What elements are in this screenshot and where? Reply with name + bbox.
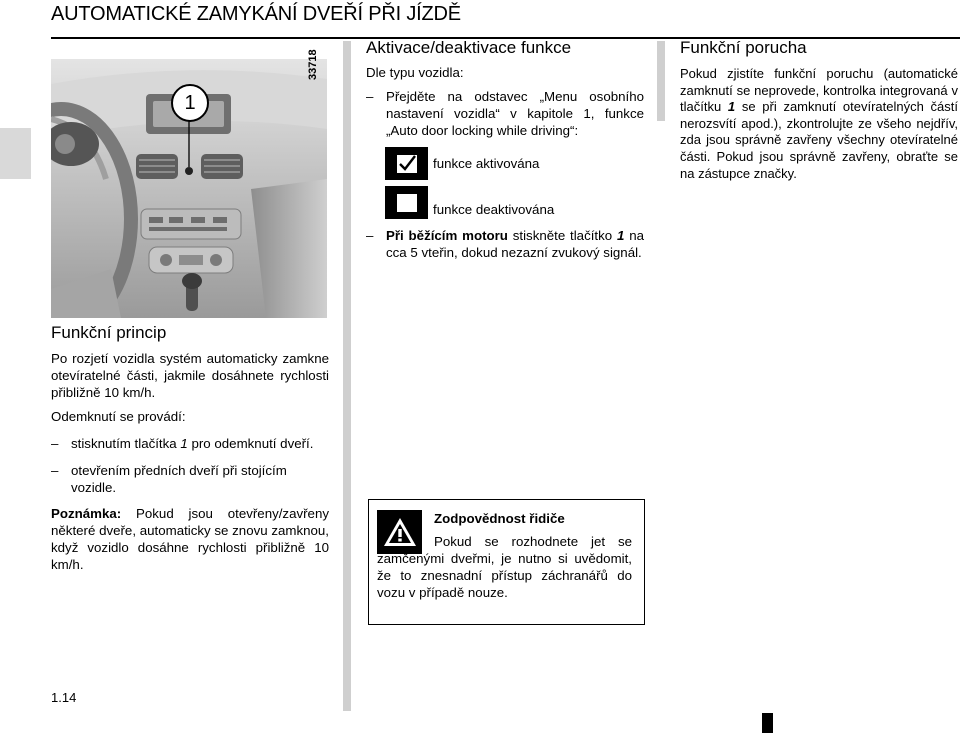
page-number: 1.14 [51,690,77,705]
edge-marker [762,713,773,733]
checkbox-checked-icon [385,147,428,180]
list-dash: – [366,228,374,243]
fault-text-post: se při zamknutí otevíratelných částí nerozsvítí apod.), zkontrolujte ze všeho nejdřív, zda jsou správně zavřeny všechny otevíratelné části. Pokud jsou správně zavřeny, obraťte se na zástupce značky. [680,99,959,181]
column-bar-middle [343,41,351,711]
activation-step-1 [366,88,644,139]
activation-by-type: Dle typu vozidla: [366,65,464,80]
step-2-num: 1 [616,228,625,243]
column-bar-right [657,41,665,121]
list-dash: – [51,463,59,478]
step-2-bold: Při běžícím motoru [386,228,508,243]
unlock-item-2-text: otevřením předních dveří při stojícím vozidle. [71,463,287,495]
side-tab-marker [0,128,31,179]
fault-text-num: 1 [727,99,736,115]
unlock-lead: Odemknutí se provádí: [51,409,186,424]
checkbox-empty-icon [385,186,428,219]
activation-step-2 [366,227,644,261]
warning-box [368,499,645,625]
step-2-pre: stiskněte tlačítko [507,228,617,243]
unlock-item-2 [51,462,329,496]
option-disabled [385,186,644,219]
figure-ref-code: 33718 [307,49,319,80]
note-label: Poznámka: [51,506,122,521]
note-text: Pokud jsou otevřeny/zavřeny některé dveře, automaticky se znovu zamknou, když vozidlo dosáhne rychlosti přibližně 10 km/h. [51,506,329,572]
principle-intro: Po rozjetí vozidla systém automaticky zamkne otevíratelné části, jakmile dosáhnete rychlosti přibližně 10 km/h. [51,351,329,400]
unlock-item-1-post: pro odemknutí dveří. [187,436,314,451]
principle-section [51,323,329,573]
fault-text [680,66,958,182]
unlock-item-1 [51,435,329,452]
unlock-item-1-num: 1 [180,436,188,451]
page-title: AUTOMATICKÉ ZAMYKÁNÍ DVEŘÍ PŘI JÍZDĚ [51,3,461,25]
fault-text-pre: Pokud zjistíte funkční poruchu (automatické zamknutí se neprovede, kontrolka integrovaná v tlačítku [680,66,958,115]
unlock-item-1-pre: stisknutím tlačítka [71,436,181,451]
activation-step-1-text: Přejděte na odstavec „Menu osobního nastavení vozidla“ v kapitole 1, funkce „Auto door locking while driving“: [386,89,644,138]
warning-title: Zodpovědnost řidiče [434,511,565,526]
enabled-label: funkce aktivována [433,156,540,171]
activation-section [366,38,644,261]
option-enabled [385,147,644,180]
fault-section [680,38,958,182]
principle-note [51,505,329,573]
callout-1: 1 [171,84,209,122]
list-dash: – [51,436,59,451]
disabled-label: funkce deaktivována [433,202,555,217]
principle-heading: Funkční princip [51,323,167,342]
fault-heading: Funkční porucha [680,38,807,57]
list-dash: – [366,89,374,104]
activation-heading: Aktivace/deaktivace funkce [366,38,572,57]
step-2-post: na cca 5 vteřin, dokud nezazní zvukový signál. [386,228,644,260]
warning-text [377,533,632,601]
warning-text-content: Pokud se rozhodnete jet se zamčenými dveřmi, je nutno si uvědomit, že to znesnadní přístup záchranářů do vozu v případě nouze. [377,534,632,600]
